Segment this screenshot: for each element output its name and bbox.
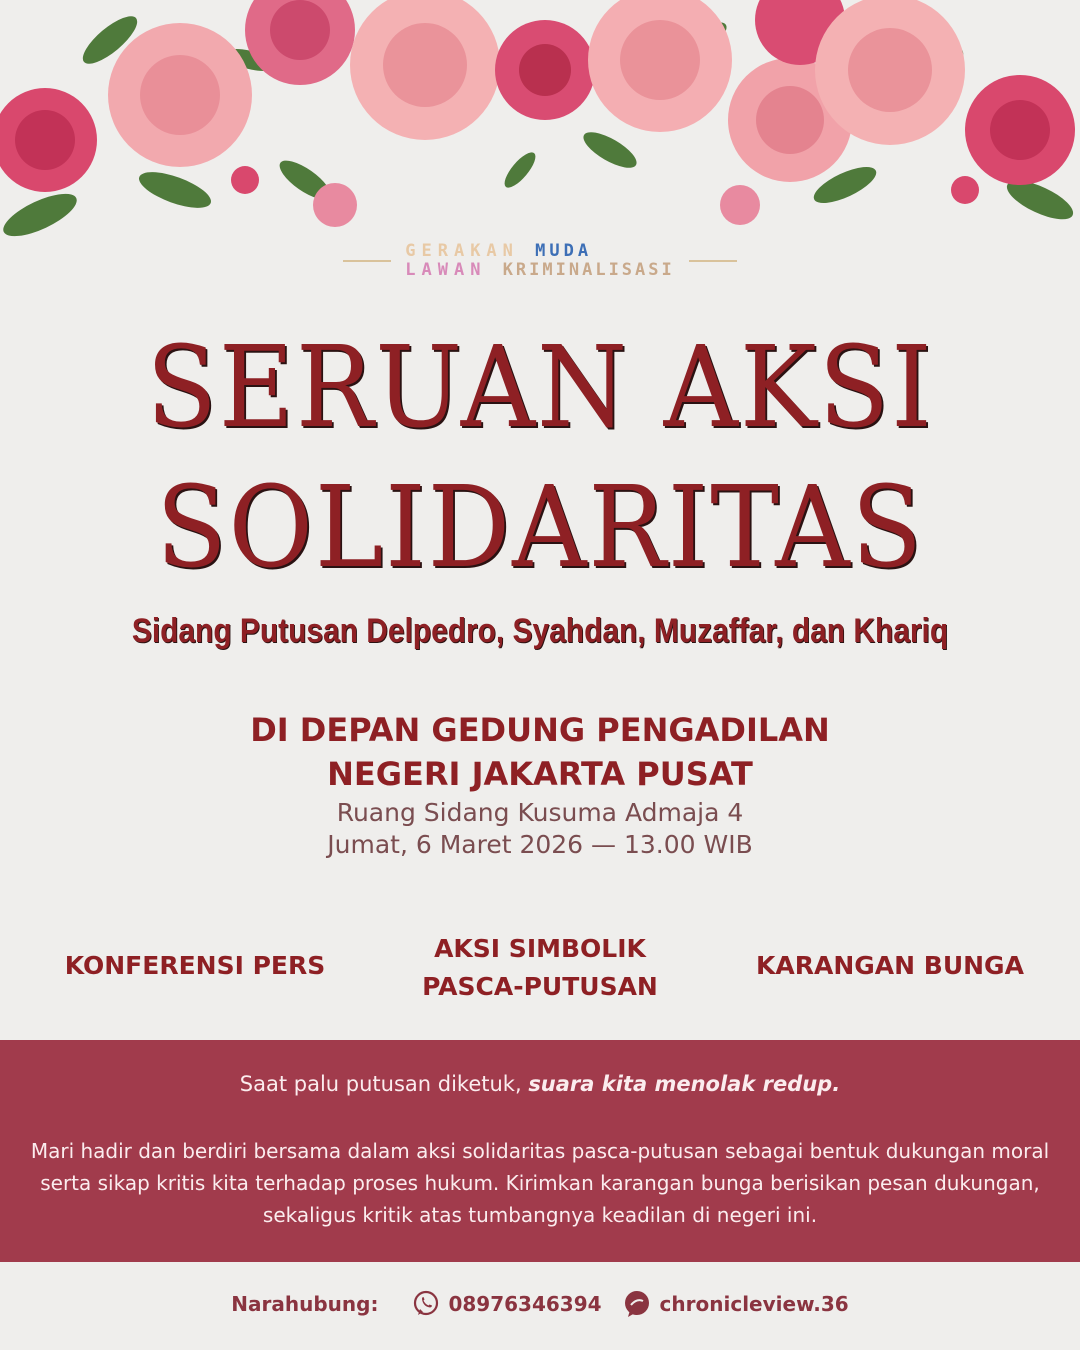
headline-line-1: SERUAN AKSI	[146, 323, 934, 453]
org-word-muda: MUDA	[535, 241, 593, 261]
room-name: Ruang Sidang Kusuma Admaja 4	[336, 798, 744, 827]
activity-flower-board	[730, 947, 1050, 985]
activity-label: KARANGAN BUNGA	[756, 951, 1024, 980]
contact-bar	[0, 1286, 1080, 1322]
chat-icon	[622, 1289, 652, 1319]
org-word-kriminalisasi: KRIMINALISASI	[502, 260, 675, 280]
lead-emphasis: suara kita menolak redup.	[528, 1072, 841, 1096]
lead-sentence	[0, 1072, 1080, 1096]
subtitle: Sidang Putusan Delpedro, Syahdan, Muzaffar, dan Khariq	[131, 612, 949, 650]
phone-number: 08976346394	[448, 1292, 602, 1316]
venue-line-2: NEGERI JAKARTA PUSAT	[327, 755, 753, 793]
organization-wordmark	[0, 242, 1080, 280]
org-word-gerakan: GERAKAN	[405, 241, 519, 261]
lead-plain: Saat palu putusan diketuk,	[239, 1072, 529, 1096]
activity-label: AKSI SIMBOLIK	[434, 934, 646, 963]
activity-press-conference	[40, 947, 350, 985]
social-handle[interactable]	[622, 1289, 849, 1319]
whatsapp-icon	[412, 1290, 440, 1318]
activity-label: PASCA-PUTUSAN	[422, 972, 658, 1001]
event-datetime: Jumat, 6 Maret 2026 — 13.00 WIB	[327, 830, 753, 859]
activity-label: KONFERENSI PERS	[64, 951, 326, 980]
body-text: Mari hadir dan berdiri bersama dalam aksi solidaritas pasca-putusan sebagai bentuk dukungan moral serta sikap kritis kita terhadap proses hukum. Kirimkan karangan bunga berisikan pesan dukungan, sekaligus kritik atas tumbangnya keadilan di negeri ini.	[30, 1139, 1050, 1227]
activity-symbolic-action	[380, 930, 700, 1006]
handle-text: chronicleview.36	[659, 1292, 849, 1316]
phone-contact[interactable]	[412, 1290, 601, 1318]
divider-right	[689, 260, 737, 262]
headline-line-2: SOLIDARITAS	[156, 463, 924, 593]
floral-header-decoration	[0, 0, 1080, 250]
divider-left	[343, 260, 391, 262]
venue-line-1: DI DEPAN GEDUNG PENGADILAN	[250, 711, 830, 749]
message-band	[0, 1040, 1080, 1262]
contact-label: Narahubung:	[231, 1292, 379, 1316]
venue	[0, 708, 1080, 796]
org-word-lawan: LAWAN	[405, 260, 487, 280]
